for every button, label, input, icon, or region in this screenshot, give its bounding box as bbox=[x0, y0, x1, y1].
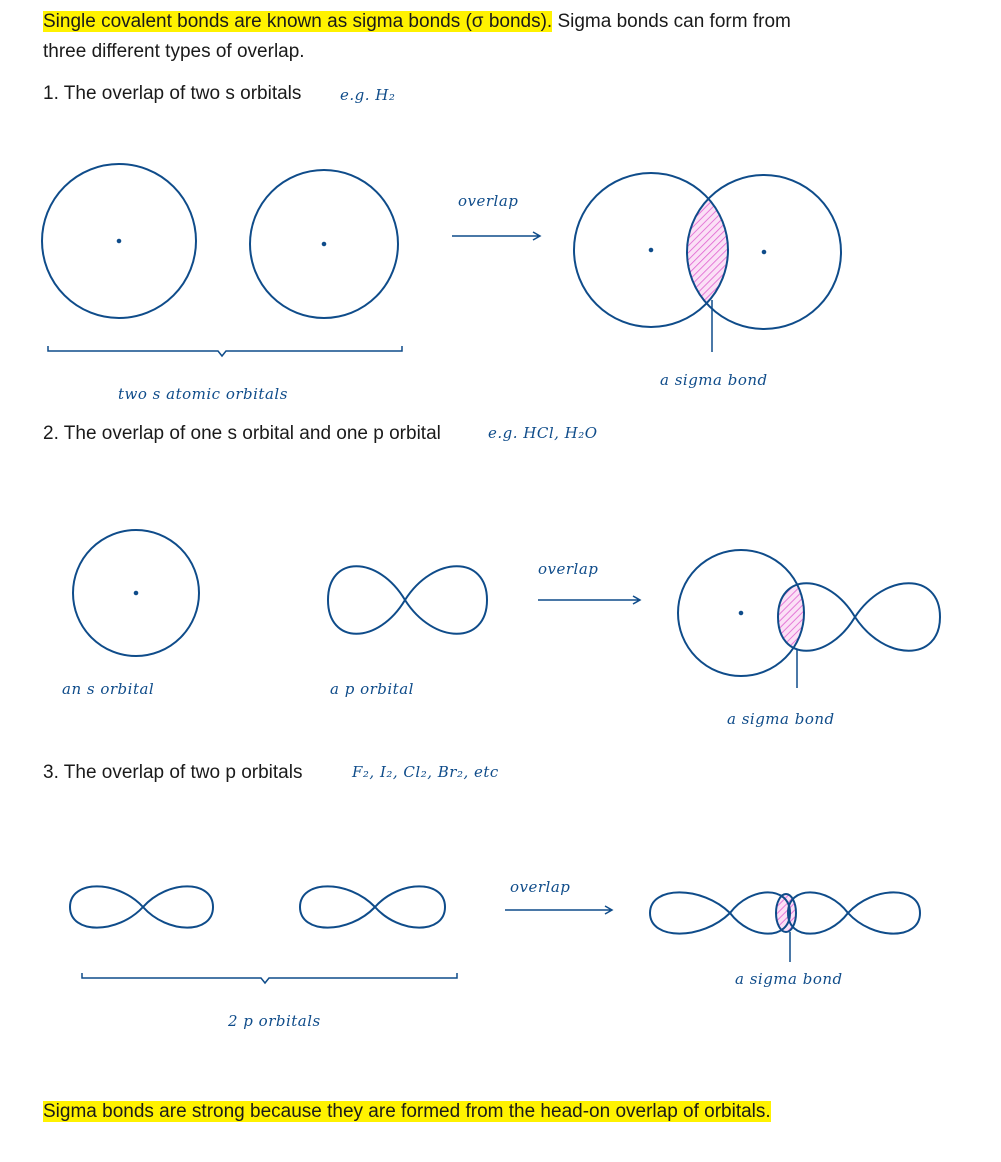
sigma-bond-overlap-region bbox=[778, 583, 855, 651]
section-1-group-label: two s atomic orbitals bbox=[118, 385, 288, 403]
nucleus-dot bbox=[118, 240, 121, 243]
nucleus-dot bbox=[740, 612, 743, 615]
section-3-heading: 3. The overlap of two p orbitals bbox=[43, 762, 303, 783]
nucleus-dot bbox=[763, 251, 766, 254]
section-2-bond-label: a sigma bond bbox=[727, 710, 835, 728]
brace bbox=[82, 973, 457, 983]
conclusion-highlight: Sigma bonds are strong because they are formed from the head-on overlap of orbitals. bbox=[43, 1101, 771, 1122]
section-1-overlap-label: overlap bbox=[458, 192, 519, 210]
section-3-overlap-label: overlap bbox=[510, 878, 571, 896]
p-orbital bbox=[328, 566, 487, 634]
section-1-heading: 1. The overlap of two s orbitals bbox=[43, 83, 302, 104]
overlap-arrow bbox=[538, 596, 640, 604]
section-1-bond-label: a sigma bond bbox=[660, 371, 768, 389]
section-2-s-label: an s orbital bbox=[62, 680, 155, 698]
section-1-example: e.g. H₂ bbox=[340, 86, 396, 104]
section-2-overlap-label: overlap bbox=[538, 560, 599, 578]
section-2-p-label: a p orbital bbox=[330, 680, 414, 698]
nucleus-dot bbox=[323, 243, 326, 246]
nucleus-dot bbox=[650, 249, 653, 252]
p-orbital bbox=[788, 892, 920, 933]
intro-highlight: Single covalent bonds are known as sigma bonds (σ bonds). bbox=[43, 11, 553, 32]
section-2-heading: 2. The overlap of one s orbital and one p orbital bbox=[43, 423, 441, 444]
nucleus-dot bbox=[135, 592, 138, 595]
brace bbox=[48, 346, 402, 356]
section-2-example: e.g. HCl, H₂O bbox=[488, 424, 598, 442]
overlap-arrow bbox=[505, 906, 612, 914]
p-orbital bbox=[70, 886, 213, 927]
section-3-group-label: 2 p orbitals bbox=[228, 1012, 321, 1030]
intro-rest: Sigma bonds can form from bbox=[552, 11, 791, 32]
section-3-bond-label: a sigma bond bbox=[735, 970, 843, 988]
intro-line-2: three different types of overlap. bbox=[43, 41, 305, 62]
overlap-arrow bbox=[452, 232, 540, 240]
section-3-example: F₂, I₂, Cl₂, Br₂, etc bbox=[352, 763, 499, 781]
p-orbital bbox=[300, 886, 445, 927]
p-orbital bbox=[650, 892, 790, 933]
